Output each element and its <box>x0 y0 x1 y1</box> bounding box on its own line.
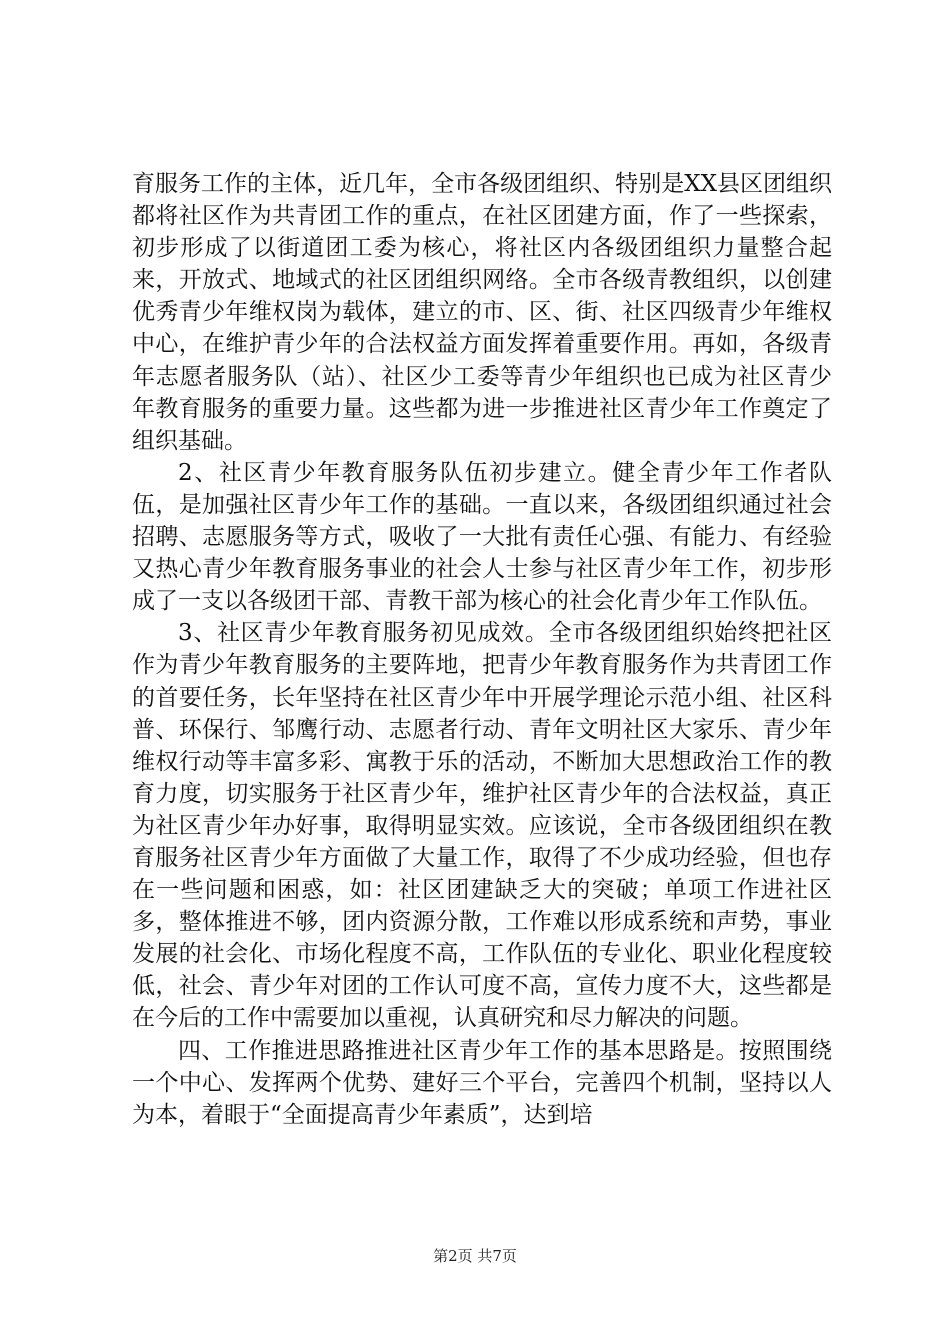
document-body <box>132 168 832 1131</box>
paragraph-continuation: 育服务工作的主体，近几年，全市各级团组织、特别是XX县区团组织都将社区作为共青团工作的重点，在社区团建方面，作了一些探索，初步形成了以街道团工委为核心，将社区内各级团组织力量整合起来，开放式、地域式的社区团组织网络。全市各级青教组织，以创建优秀青少年维权岗为载体，建立的市、区、街、社区四级青少年维权中心，在维护青少年的合法权益方面发挥着重要作用。再如，各级青年志愿者服务队（站）、社区少工委等青少年组织也已成为社区青少年教育服务的重要力量。这些都为进一步推进社区青少年工作奠定了组织基础。 <box>132 171 832 454</box>
paragraph-team-building: 2、社区青少年教育服务队伍初步建立。健全青少年工作者队伍，是加强社区青少年工作的基础。一直以来，各级团组织通过社会招聘、志愿服务等方式，吸收了一大批有责任心强、有能力、有经验又热心青少年教育服务事业的社会人士参与社区青少年工作，初步形成了一支以各级团干部、青教干部为核心的社会化青少年工作队伍。 <box>132 459 832 615</box>
page-number-footer: 第2页 共7页 <box>433 1247 517 1265</box>
paragraph-work-approach: 四、工作推进思路推进社区青少年工作的基本思路是。按照围绕一个中心、发挥两个优势、建好三个平台，完善四个机制，坚持以人为本，着眼于“全面提高青少年素质”，达到培 <box>132 1037 832 1128</box>
paragraph-service-results: 3、社区青少年教育服务初见成效。全市各级团组织始终把社区作为青少年教育服务的主要阵地，把青少年教育服务作为共青团工作的首要任务，长年坚持在社区青少年中开展学理论示范小组、社区科普、环保行、邹鹰行动、志愿者行动、青年文明社区大家乐、青少年维权行动等丰富多彩、寓教于乐的活动，不断加大思想政治工作的教育力度，切实服务于社区青少年，维护社区青少年的合法权益，真正为社区青少年办好事，取得明显实效。应该说，全市各级团组织在教育服务社区青少年方面做了大量工作，取得了不少成功经验，但也存在一些问题和困惑，如：社区团建缺乏大的突破；单项工作进社区多，整体推进不够，团内资源分散，工作难以形成系统和声势，事业发展的社会化、市场化程度不高，工作队伍的专业化、职业化程度较低，社会、青少年对团的工作认可度不高，宣传力度不大，这些都是在今后的工作中需要加以重视，认真研究和尽力解决的问题。 <box>132 620 832 1032</box>
